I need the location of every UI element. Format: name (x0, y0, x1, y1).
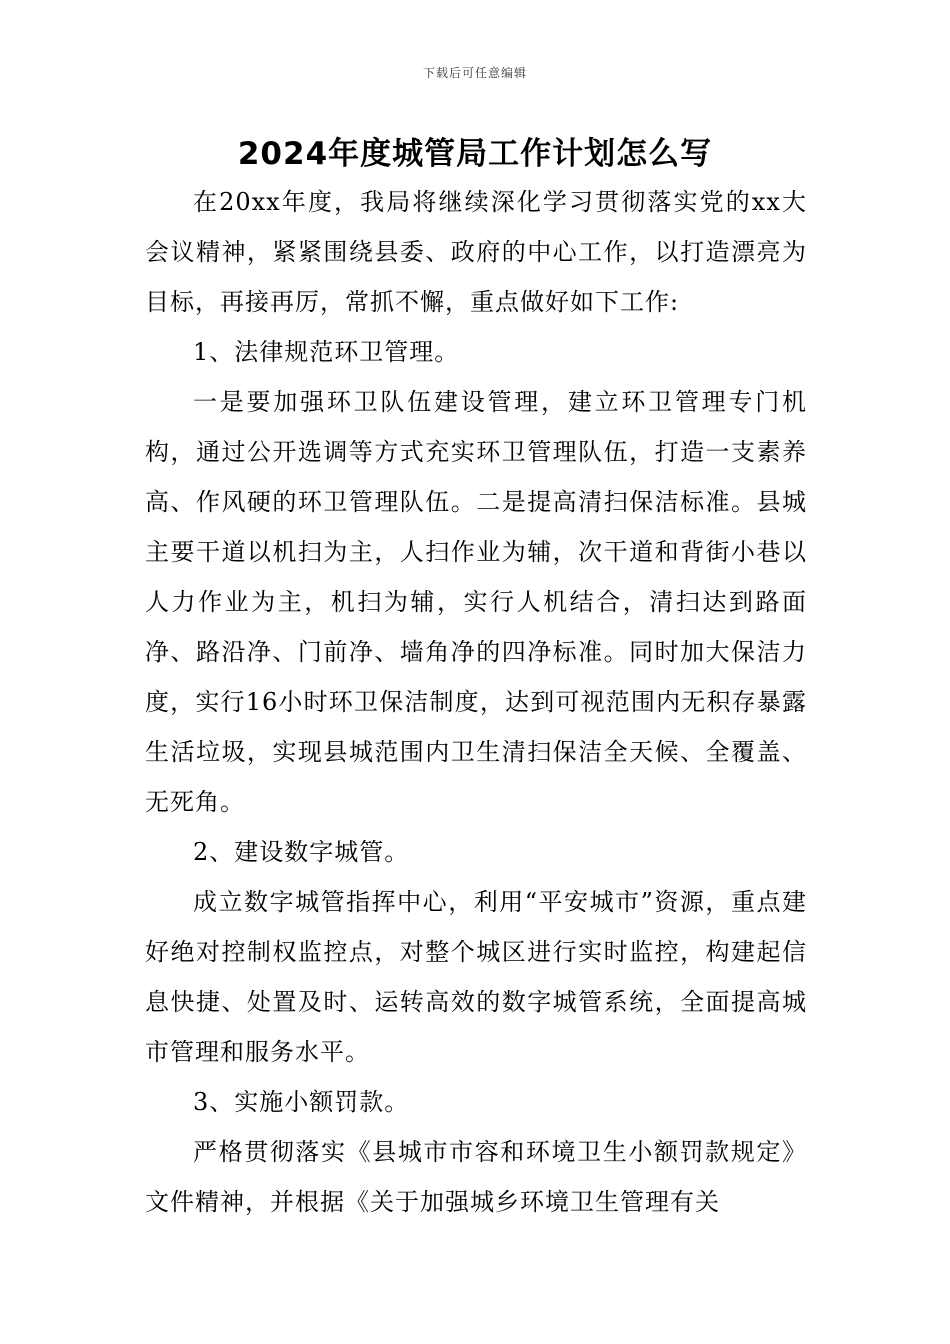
document-title: 2024年度城管局工作计划怎么写 (237, 136, 713, 172)
intro-paragraph: 在20xx年度，我局将继续深化学习贯彻落实党的xx大会议精神，紧紧围绕县委、政府的中心工作，以打造漂亮为目标，再接再厉，常抓不懈，重点做好如下工作: (145, 188, 807, 316)
section-heading-3: 3、实施小额罚款。 (193, 1088, 410, 1116)
document-body (145, 177, 807, 1227)
section-paragraph-1: 一是要加强环卫队伍建设管理，建立环卫管理专门机构，通过公开选调等方式充实环卫管理队伍，打造一支素养高、作风硬的环卫管理队伍。二是提高清扫保洁标准。县城主要干道以机扫为主，人扫作业为辅，次干道和背街小巷以人力作业为主，机扫为辅，实行人机结合，清扫达到路面净、路沿净、门前净、墙角净的四净标准。同时加大保洁力度，实行16小时环卫保洁制度，达到可视范围内无积存暴露生活垃圾，实现县城范围内卫生清扫保洁全天候、全覆盖、无死角。 (145, 388, 807, 816)
section-paragraph-3: 严格贯彻落实《县城市市容和环境卫生小额罚款规定》文件精神，并根据《关于加强城乡环境卫生管理有关 (145, 1138, 807, 1216)
section-heading-1: 1、法律规范环卫管理。 (193, 338, 460, 366)
header-note: 下载后可任意编辑 (422, 66, 527, 80)
section-paragraph-2: 成立数字城管指挥中心，利用“平安城市”资源，重点建好绝对控制权监控点，对整个城区进行实时监控，构建起信息快捷、处置及时、运转高效的数字城管系统，全面提高城市管理和服务水平。 (145, 888, 807, 1066)
section-heading-2: 2、建设数字城管。 (193, 838, 410, 866)
